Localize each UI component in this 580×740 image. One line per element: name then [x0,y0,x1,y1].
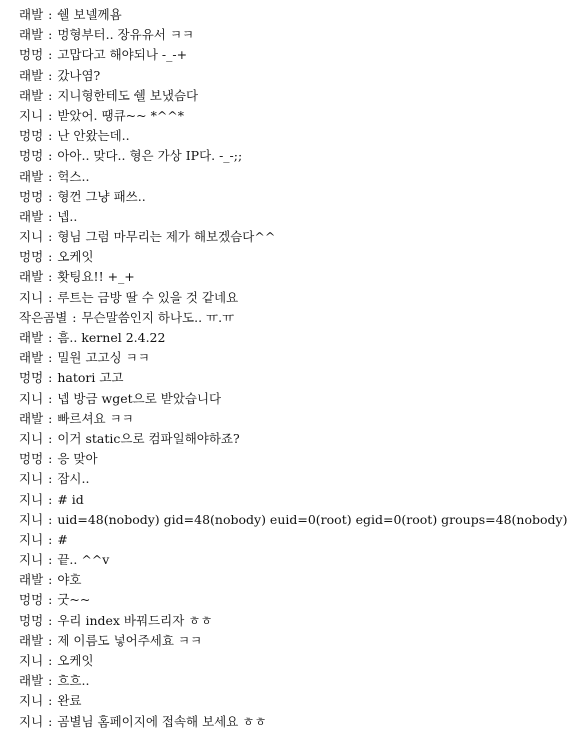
chat-separator: : [44,673,57,689]
chat-line [19,45,574,65]
chat-speaker: 래발 [19,87,44,103]
chat-message: 응 맞아 [57,451,98,467]
chat-message: 굿~~ [57,592,91,608]
chat-line [19,267,574,287]
chat-speaker: 지니 [19,471,44,487]
chat-line [19,570,574,590]
chat-line [19,227,574,247]
chat-separator: : [44,350,57,366]
chat-speaker: 멍멍 [19,612,44,628]
chat-line [19,510,574,530]
chat-message: 헉스.. [57,168,90,184]
chat-speaker: 래발 [19,67,44,83]
chat-line [19,106,574,126]
chat-speaker: 멍멍 [19,370,44,386]
chat-separator: : [44,229,57,245]
chat-line [19,126,574,146]
chat-separator: : [44,27,57,43]
chat-line [19,5,574,25]
chat-speaker: 지니 [19,491,44,507]
chat-message: 멍형부터.. 장유유서 ㅋㅋ [57,27,194,43]
chat-speaker: 래발 [19,208,44,224]
chat-speaker: 지니 [19,107,44,123]
chat-speaker: 래발 [19,269,44,285]
chat-separator: : [44,693,57,709]
chat-line [19,429,574,449]
chat-message: uid=48(nobody) gid=48(nobody) euid=0(root) egid=0(root) groups=48(nobody) [57,511,568,527]
chat-message: 루트는 금방 딸 수 있을 것 같네요 [57,289,239,305]
chat-line [19,530,574,550]
chat-message: 흠.. kernel 2.4.22 [57,330,166,345]
chat-message: 완료 [57,693,82,709]
chat-separator: : [44,592,57,608]
chat-line [19,86,574,106]
chat-line [19,348,574,368]
chat-message: 곰별님 홈페이지에 접속해 보세요 ㅎㅎ [57,713,267,729]
chat-line [19,247,574,267]
chat-separator: : [44,67,57,83]
chat-speaker: 지니 [19,390,44,406]
chat-message: # id [57,491,84,507]
chat-speaker: 래발 [19,330,44,345]
chat-message: 쉘 보넬께욤 [57,7,122,22]
chat-message: 우리 index 바꿔드리자 ㅎㅎ [57,612,213,628]
chat-line [19,550,574,570]
chat-message: 홧팅요!! +_+ [57,269,135,285]
chat-message: 넵.. [57,208,78,224]
chat-message: 흐흐.. [57,673,90,689]
chat-speaker: 작은곰별 [19,309,68,325]
chat-line [19,167,574,187]
chat-speaker: 지니 [19,511,44,527]
chat-separator: : [44,370,57,386]
chat-separator: : [44,491,57,507]
chat-separator: : [44,713,57,729]
chat-separator: : [44,47,57,63]
chat-separator: : [68,309,81,325]
chat-line [19,631,574,651]
chat-speaker: 래발 [19,410,44,426]
chat-speaker: 래발 [19,632,44,648]
chat-separator: : [44,188,57,204]
chat-separator: : [44,632,57,648]
chat-speaker: 멍멍 [19,148,44,164]
chat-speaker: 지니 [19,653,44,668]
chat-separator: : [44,330,57,345]
chat-line [19,25,574,45]
chat-line [19,691,574,711]
chat-speaker: 지니 [19,693,44,709]
chat-separator: : [44,572,57,588]
chat-message: # [57,531,68,547]
chat-speaker: 멍멍 [19,47,44,63]
chat-separator: : [44,7,57,22]
chat-speaker: 래발 [19,168,44,184]
chat-speaker: 멍멍 [19,249,44,265]
chat-message: 이거 static으로 컴파일해야하죠? [57,430,240,446]
chat-speaker: 지니 [19,713,44,729]
chat-line [19,308,574,328]
chat-separator: : [44,552,57,568]
chat-message: 넵 방금 wget으로 받았습니다 [57,390,222,406]
chat-separator: : [44,269,57,285]
chat-separator: : [44,511,57,527]
chat-separator: : [44,289,57,305]
chat-line [19,449,574,469]
chat-message: 형님 그럼 마무리는 제가 해보겠슴다^^ [57,229,276,245]
chat-line [19,671,574,691]
chat-message: 야호 [57,572,82,588]
chat-speaker: 멍멍 [19,592,44,608]
chat-speaker: 래발 [19,350,44,366]
chat-message: 형껀 그냥 패쓰.. [57,188,146,204]
chat-line [19,368,574,388]
chat-log [19,5,574,732]
chat-separator: : [44,471,57,487]
chat-message: 난 안왔는데.. [57,128,130,144]
chat-speaker: 래발 [19,27,44,43]
chat-message: 오케잇 [57,249,94,265]
chat-line [19,328,574,348]
chat-separator: : [44,612,57,628]
chat-line [19,712,574,732]
chat-line [19,590,574,610]
chat-speaker: 래발 [19,572,44,588]
chat-message: 밀원 고고싱 ㅋㅋ [57,350,150,366]
chat-line [19,409,574,429]
chat-speaker: 멍멍 [19,128,44,144]
chat-message: 받았어. 땡큐~~ *^^* [57,107,185,123]
chat-message: 제 이름도 넣어주세효 ㅋㅋ [57,632,203,648]
chat-message: 잠시.. [57,471,90,487]
chat-message: 빠르셔요 ㅋㅋ [57,410,134,426]
chat-line [19,66,574,86]
chat-separator: : [44,390,57,406]
chat-separator: : [44,128,57,144]
chat-separator: : [44,107,57,123]
chat-speaker: 래발 [19,673,44,689]
chat-speaker: 멍멍 [19,188,44,204]
chat-line [19,389,574,409]
chat-speaker: 래발 [19,7,44,22]
chat-line [19,490,574,510]
chat-speaker: 지니 [19,552,44,568]
chat-separator: : [44,430,57,446]
chat-separator: : [44,653,57,668]
chat-message: hatori 고고 [57,370,124,386]
chat-line [19,146,574,166]
chat-message: 지니형한테도 쉘 보냈슴다 [57,87,199,103]
chat-separator: : [44,451,57,467]
chat-message: 끝.. ^^v [57,552,110,568]
chat-message: 아아.. 맞다.. 형은 가상 IP다. -_-;; [57,148,243,164]
chat-separator: : [44,87,57,103]
chat-line [19,187,574,207]
chat-message: 오케잇 [57,653,94,668]
chat-message: 갔나염? [57,67,101,83]
chat-speaker: 지니 [19,289,44,305]
chat-separator: : [44,249,57,265]
chat-separator: : [44,168,57,184]
chat-line [19,611,574,631]
chat-separator: : [44,148,57,164]
chat-speaker: 지니 [19,531,44,547]
chat-message: 고맙다고 해야되나 -_-+ [57,47,188,63]
chat-line [19,469,574,489]
chat-speaker: 멍멍 [19,451,44,467]
chat-speaker: 지니 [19,229,44,245]
chat-message: 무슨말씀인지 하나도.. ㅠ.ㅠ [81,309,235,325]
chat-separator: : [44,410,57,426]
chat-line [19,288,574,308]
chat-separator: : [44,208,57,224]
chat-line [19,651,574,671]
chat-separator: : [44,531,57,547]
chat-speaker: 지니 [19,430,44,446]
chat-line [19,207,574,227]
